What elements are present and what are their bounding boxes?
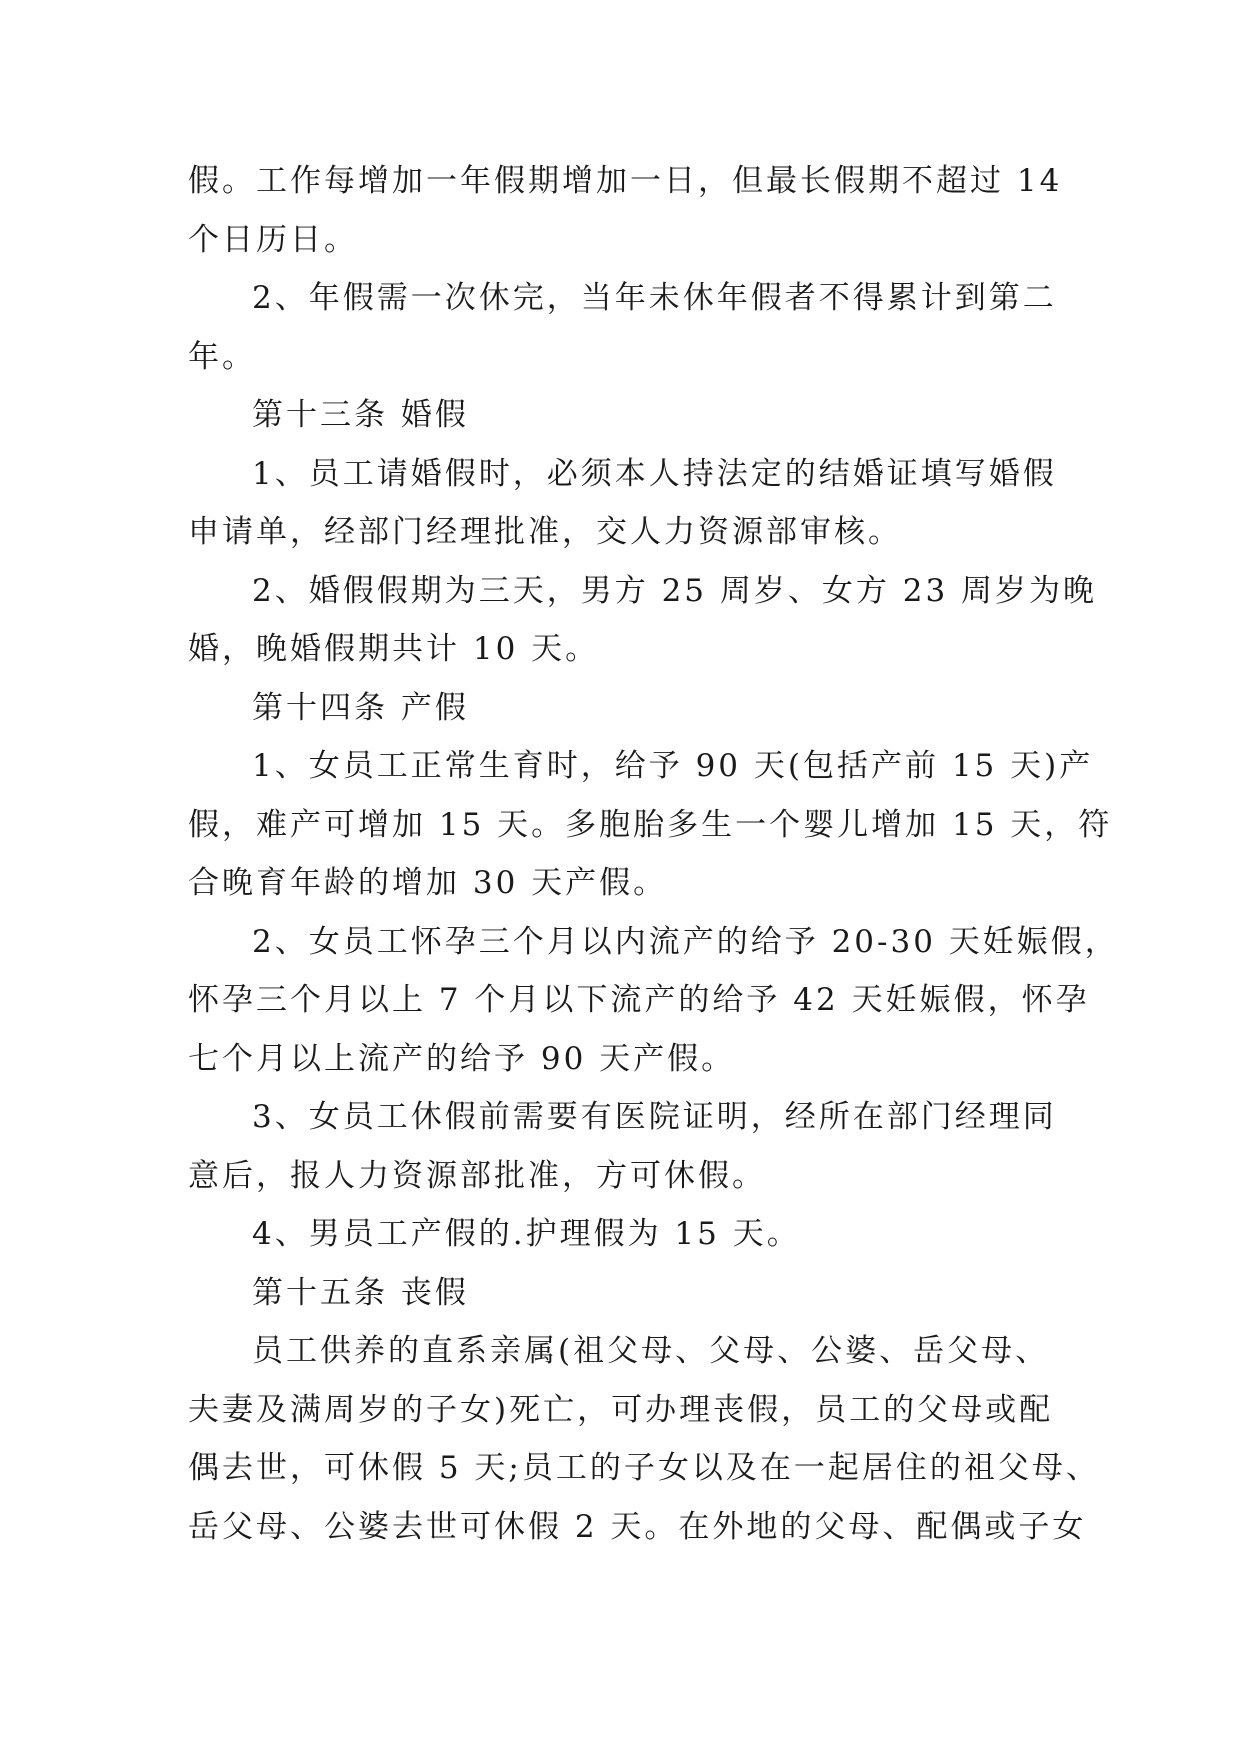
text-line: 合晚育年龄的增加 30 天产假。 — [188, 865, 668, 901]
text-line: 意后，报人力资源部批准，方可休假。 — [188, 1157, 766, 1194]
text-line: 1、女员工正常生育时，给予 90 天(包括产前 15 天)产 — [252, 748, 1094, 784]
text-line: 2、女员工怀孕三个月以内流产的给予 20-30 天妊娠假， — [252, 923, 1119, 960]
text-line: 2、年假需一次休完，当年未休年假者不得累计到第二 — [252, 280, 1057, 316]
text-line: 婚，晚婚假期共计 10 天。 — [188, 631, 600, 667]
text-line: 2、婚假假期为三天，男方 25 周岁、女方 23 周岁为晚 — [252, 572, 1098, 609]
text-line: 第十三条 婚假 — [252, 397, 469, 433]
text-line: 怀孕三个月以上 7 个月以下流产的给予 42 天妊娠假，怀孕 — [188, 982, 1090, 1018]
text-line: 员工供养的直系亲属(祖父母、父母、公婆、岳父母、 — [252, 1333, 1050, 1369]
text-line: 申请单，经部门经理批准，交人力资源部审核。 — [188, 514, 902, 550]
text-line: 个日历日。 — [188, 221, 358, 258]
text-line: 夫妻及满周岁的子女)死亡，可办理丧假，员工的父母或配 — [188, 1391, 1054, 1428]
text-line: 岳父母、公婆去世可休假 2 天。在外地的父母、配偶或子女 — [188, 1508, 1087, 1545]
text-line: 第十四条 产假 — [252, 689, 469, 726]
text-line: 假，难产可增加 15 天。多胞胎多生一个婴儿增加 15 天，符 — [188, 806, 1113, 843]
text-line: 3、女员工休假前需要有医院证明，经所在部门经理同 — [252, 1099, 1057, 1135]
text-line: 偶去世，可休假 5 天;员工的子女以及在一起居住的祖父母、 — [188, 1450, 1100, 1486]
text-line: 4、男员工产假的.护理假为 15 天。 — [252, 1216, 801, 1252]
text-line: 第十五条 丧假 — [252, 1274, 469, 1311]
text-line: 年。 — [188, 338, 256, 375]
document-body — [188, 152, 1119, 1556]
text-line: 七个月以上流产的给予 90 天产假。 — [188, 1040, 736, 1077]
text-line: 假。工作每增加一年假期增加一日，但最长假期不超过 14 — [188, 163, 1063, 199]
text-line: 1、员工请婚假时，必须本人持法定的结婚证填写婚假 — [252, 455, 1057, 492]
